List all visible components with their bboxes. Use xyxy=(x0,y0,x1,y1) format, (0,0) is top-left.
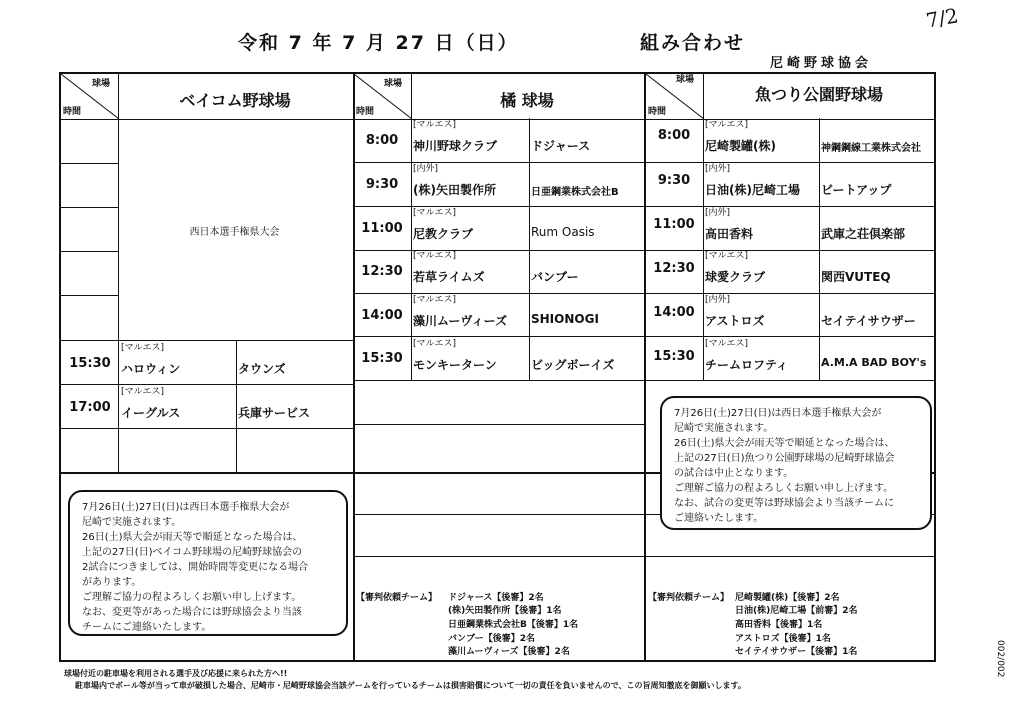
team-home: 日油(株)尼崎工場 xyxy=(705,183,800,197)
notice-line: チームにご連絡いたします。 xyxy=(82,622,212,633)
page-subtitle: 組み合わせ xyxy=(640,32,746,54)
game-time: 9:30 xyxy=(657,173,691,188)
time-corner-label: 時間 xyxy=(63,107,82,117)
footer-disclaimer: 駐車場内でボール等が当って車が破損した場合、尼崎市・尼崎野球協会当該ゲームを行っているチームは損害賠償について一切の責任を負いませんので、この旨周知徹底を御願いします。 xyxy=(75,681,746,690)
notice-uotsuri xyxy=(660,396,932,530)
team-away: 関西VUTEQ xyxy=(821,270,891,284)
game-category: [マルエス] xyxy=(705,251,749,261)
game-category: [内外] xyxy=(413,164,439,174)
umpire-line: 藻川ムーヴィーズ【後審】2名 xyxy=(448,647,570,657)
team-away: セイテイサウザー xyxy=(821,314,916,328)
team-home: (株)矢田製作所 xyxy=(413,183,496,197)
team-home: 藻川ムーヴィーズ xyxy=(413,314,508,328)
notice-line: 上記の27日(日)ベイコム野球場の尼崎野球協会の xyxy=(82,547,303,558)
handwritten-note: 7/2 xyxy=(924,3,961,33)
notice-line: ご理解ご協力の程よろしくお願い申し上げます。 xyxy=(674,483,894,494)
notice-line: 26日(土)県大会が雨天等で順延となった場合は、 xyxy=(82,532,303,543)
umpire-line: セイテイサウザー【後審】1名 xyxy=(735,647,858,657)
time-corner-label: 時間 xyxy=(356,107,375,117)
umpire-line: 日亜鋼業株式会社B【後審】1名 xyxy=(448,620,579,630)
umpire-label: 【審判依頼チーム】 xyxy=(356,593,438,603)
notice-line: なお、変更等があった場合には野球協会より当該 xyxy=(82,607,302,618)
venue-name-tachibana: 橘 球場 xyxy=(500,91,554,110)
notice-line: 2試合につきましては、開始時間等変更になる場合 xyxy=(82,562,309,573)
game-category: [内外] xyxy=(705,295,731,305)
game-time: 8:00 xyxy=(365,133,399,148)
baycom-event: 西日本選手権県大会 xyxy=(189,227,280,238)
game-time: 8:00 xyxy=(657,128,691,143)
team-home: 高田香料 xyxy=(705,227,754,241)
game-time: 12:30 xyxy=(361,264,403,279)
notice-line: 尼崎で実施されます。 xyxy=(82,517,182,528)
notice-line: ご理解ご協力の程よろしくお願い申し上げます。 xyxy=(82,592,302,603)
notice-line: 尼崎で実施されます。 xyxy=(674,423,774,434)
notice-line: 上記の27日(日)魚つり公園野球場の尼崎野球協会 xyxy=(674,453,895,464)
team-away: 日亜鋼業株式会社B xyxy=(531,187,619,198)
page-title: 令和 7 年 7 月 27 日（日） xyxy=(238,32,519,54)
game-category: [内外] xyxy=(705,164,731,174)
notice-line: なお、試合の変更等は野球協会より当該チームに xyxy=(674,498,894,509)
notice-line: ご連絡いたします。 xyxy=(674,513,764,524)
team-home: 球愛クラブ xyxy=(705,270,766,284)
umpire-line: アストロズ【後審】1名 xyxy=(735,634,831,644)
game-category: [マルエス] xyxy=(413,208,457,218)
notice-line: 26日(土)県大会が雨天等で順延となった場合は、 xyxy=(674,438,895,449)
umpire-line: (株)矢田製作所【後審】1名 xyxy=(448,606,562,616)
team-away: Rum Oasis xyxy=(531,225,595,239)
venue-corner-label: 球場 xyxy=(92,79,111,89)
team-away: ビートアップ xyxy=(821,183,892,197)
game-category: [マルエス] xyxy=(705,339,749,349)
game-category: [マルエス] xyxy=(413,251,457,261)
team-away: ビッグボーイズ xyxy=(531,358,615,372)
game-category: [マルエス] xyxy=(121,387,165,397)
venue-name-baycom: ベイコム野球場 xyxy=(179,91,291,110)
umpire-line: 尼崎製罐(株)【後審】2名 xyxy=(735,593,840,603)
team-away: タウンズ xyxy=(238,362,286,376)
game-category: [マルエス] xyxy=(413,339,457,349)
team-home: 若草ライムズ xyxy=(413,270,485,284)
team-away: バンブー xyxy=(531,270,579,284)
team-home: ハロウィン xyxy=(121,362,181,376)
game-time: 15:30 xyxy=(69,356,111,371)
game-time: 11:00 xyxy=(361,221,403,236)
time-corner-label: 時間 xyxy=(648,107,667,117)
game-category: [マルエス] xyxy=(413,120,457,130)
team-away: 兵庫サービス xyxy=(238,406,311,420)
team-home: 神川野球クラブ xyxy=(413,139,498,153)
notice-baycom xyxy=(68,490,348,636)
team-away: 武庫之荘倶楽部 xyxy=(821,227,906,241)
team-home: チームロフティ xyxy=(705,358,789,372)
game-category: [マルエス] xyxy=(121,343,165,353)
game-time: 15:30 xyxy=(361,351,403,366)
notice-line: 7月26日(土)27日(日)は西日本選手権県大会が xyxy=(674,408,882,419)
umpire-line: バンブー【後審】2名 xyxy=(448,634,535,644)
team-home: イーグルス xyxy=(121,406,181,420)
game-time: 9:30 xyxy=(365,177,399,192)
team-home: アストロズ xyxy=(705,314,765,328)
page-number: 002/002 xyxy=(995,640,1005,678)
game-time: 14:00 xyxy=(653,305,695,320)
team-home: モンキーターン xyxy=(413,358,497,372)
game-category: [マルエス] xyxy=(705,120,749,130)
team-away: SHIONOGI xyxy=(531,312,599,326)
venue-corner-label: 球場 xyxy=(676,75,695,85)
umpire-line: 日油(株)尼崎工場【前審】2名 xyxy=(735,606,858,616)
game-time: 15:30 xyxy=(653,349,695,364)
notice-line: 7月26日(土)27日(日)は西日本選手権県大会が xyxy=(82,502,290,513)
game-time: 17:00 xyxy=(69,400,111,415)
game-category: [内外] xyxy=(705,208,731,218)
team-away: 神鋼鋼線工業株式会社 xyxy=(821,143,921,154)
game-time: 14:00 xyxy=(361,308,403,323)
team-away: ドジャース xyxy=(531,139,591,153)
notice-line: の試合は中止となります。 xyxy=(674,468,794,479)
venue-corner-label: 球場 xyxy=(384,79,403,89)
notice-line: があります。 xyxy=(82,577,142,588)
umpire-line: 高田香料【後審】1名 xyxy=(735,620,823,630)
game-time: 11:00 xyxy=(653,217,695,232)
game-category: [マルエス] xyxy=(413,295,457,305)
venue-name-uotsuri: 魚つり公園野球場 xyxy=(754,85,883,104)
team-away: A.M.A BAD BOY's xyxy=(821,356,927,369)
team-home: 尼崎製罐(株) xyxy=(705,139,776,153)
team-home: 尼教クラブ xyxy=(413,227,474,241)
umpire-line: ドジャース【後審】2名 xyxy=(448,593,544,603)
game-time: 12:30 xyxy=(653,261,695,276)
organization-name: 尼崎野球協会 xyxy=(770,56,873,71)
umpire-label: 【審判依頼チーム】 xyxy=(648,593,730,603)
footer-heading: 球場付近の駐車場を利用される選手及び応援に来られた方へ!! xyxy=(64,669,288,678)
